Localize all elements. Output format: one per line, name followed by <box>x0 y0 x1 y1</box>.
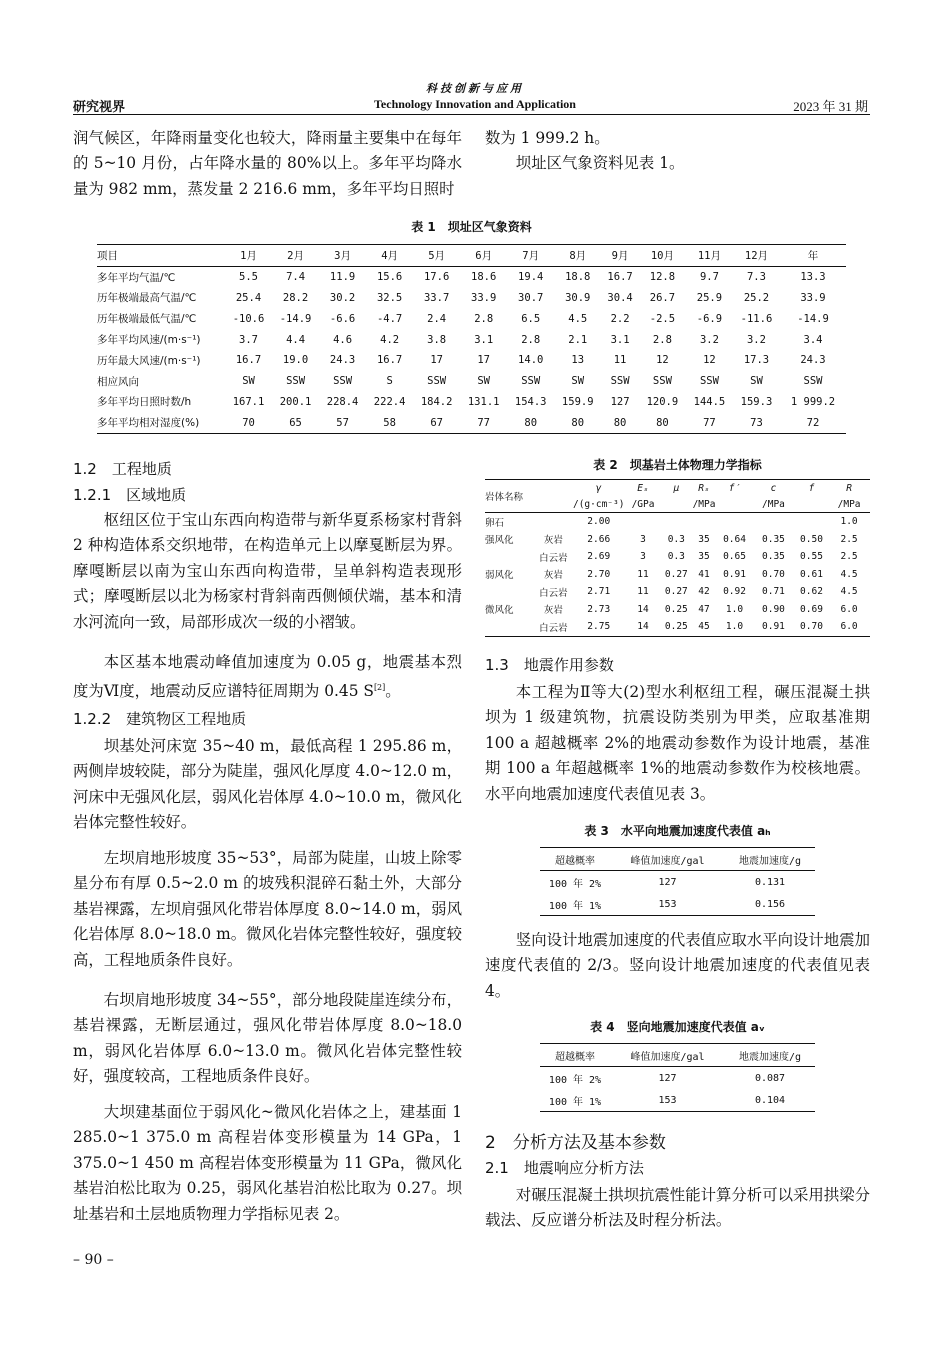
rock-type-label: 灰岩 <box>543 570 563 582</box>
table-row <box>540 1067 815 1090</box>
table-cell: 0.131 <box>754 876 786 888</box>
table-header-cell: 10月 <box>639 245 686 267</box>
table-cell: SSW <box>521 375 541 388</box>
table-cell: 127 <box>610 395 630 408</box>
table-cell: 16.7 <box>235 354 262 367</box>
table-cell: 1.0 <box>840 516 858 528</box>
table-cell: 历年极端最高气温/℃ <box>97 292 197 305</box>
table-cell: 12 <box>703 354 716 367</box>
rock-type-label: 灰岩 <box>543 535 563 547</box>
intro-right-line: 数为 1 999.2 h。 <box>485 129 610 147</box>
table-cell: 3.1 <box>610 333 630 346</box>
table-header-cell: /MPa <box>691 497 717 513</box>
table-cell: 18.6 <box>471 271 497 284</box>
table-cell: 2.71 <box>587 586 611 598</box>
table-header-cell: c <box>752 480 795 498</box>
table-cell: 3.7 <box>239 333 258 346</box>
table-cell: S <box>386 375 393 388</box>
table-cell: 3.2 <box>699 333 719 346</box>
table1-weather <box>97 244 846 434</box>
table-cell: SW <box>477 375 490 388</box>
table-cell: 4.2 <box>380 333 400 346</box>
rock-group-label <box>485 548 534 566</box>
table-cell: 30.2 <box>329 291 356 304</box>
table-row <box>97 308 846 329</box>
table-cell: 159.9 <box>561 395 594 408</box>
table-cell: 17 <box>477 354 490 367</box>
table-header-cell: /(g·cm⁻³) <box>573 497 624 513</box>
paragraph-seismic-basic: 本区基本地震动峰值加速度为 0.05 g，地震基本烈度为Ⅵ度，地震动反应谱特征周期为 0.45 S[2]。 <box>73 653 462 701</box>
table-cell: 15.6 <box>376 271 403 284</box>
heading-2: 2 分析方法及基本参数 <box>485 1133 666 1153</box>
table-cell: 16.7 <box>607 271 633 284</box>
table-cell: 24.3 <box>800 354 826 367</box>
rock-group-label <box>485 583 534 601</box>
table-cell: 25.9 <box>696 291 723 304</box>
table-cell: -6.9 <box>696 312 723 325</box>
table-cell: 0.50 <box>800 533 823 545</box>
table1-caption: 表 1 坝址区气象资料 <box>411 220 532 234</box>
rock-type-label: 白云岩 <box>539 587 568 599</box>
table-cell <box>624 513 661 531</box>
table-cell: SSW <box>652 375 672 388</box>
table-row <box>97 245 846 267</box>
table-cell: 0.35 <box>762 533 785 545</box>
table-row <box>97 371 846 392</box>
table-cell: 0.104 <box>725 1089 815 1112</box>
table-cell: 67 <box>413 412 460 433</box>
table-row <box>485 601 870 619</box>
table-cell: 0.156 <box>725 893 815 916</box>
rock-group-label: 微风化 <box>485 605 514 617</box>
table-cell: 多年平均气温/℃ <box>97 271 176 284</box>
table-cell: 153 <box>610 893 725 916</box>
table4-caption: 表 4 竖向地震加速度代表值 aᵥ <box>590 1020 765 1034</box>
table-cell: 19.0 <box>282 354 309 367</box>
table-cell: 100 年 1% <box>540 893 610 916</box>
table-cell: 17.3 <box>743 354 770 367</box>
paragraph-seismic-params: 本工程为Ⅱ等大(2)型水利枢纽工程，碾压混凝土拱坝为 1 级建筑物，抗震设防类别为甲类，应取基准期 100 a 超越概率 2%的地震动参数作为设计地震，基准期 100 a 年超越概率 1%的地震动参数作为校核地震。水平向地震加速度代表值见表 3。 <box>485 683 870 803</box>
table-cell: 11 <box>637 586 649 598</box>
journal-title-en: Technology Innovation and Application <box>374 97 576 111</box>
table-cell: 144.5 <box>693 395 726 408</box>
table-cell: 0.25 <box>662 618 692 636</box>
table-cell: 多年平均相对湿度(%) <box>97 412 225 433</box>
table-cell: 17 <box>430 354 443 367</box>
table-cell: 184.2 <box>420 395 453 408</box>
rock-type-label: 白云岩 <box>534 618 573 636</box>
table-cell <box>717 513 752 531</box>
table-header-cell: 峰值加速度/gal <box>610 848 725 871</box>
rock-group-label: 强风化 <box>485 535 514 547</box>
table-cell: 127 <box>658 876 677 888</box>
table-cell: 222.4 <box>373 395 406 408</box>
table-cell: 0.25 <box>664 603 688 615</box>
table-cell: 0.55 <box>800 551 823 563</box>
table-cell: 11 <box>613 354 627 367</box>
table-header-cell: /MPa <box>752 497 795 513</box>
table-row <box>485 480 870 498</box>
page-number: – 90 – <box>73 1252 114 1268</box>
table-cell: 200.1 <box>279 395 312 408</box>
table-cell: 2.70 <box>587 568 611 580</box>
table-cell <box>691 513 717 531</box>
table-cell: 0.70 <box>762 568 785 580</box>
heading-1-2: 1.2 工程地质 <box>73 460 172 478</box>
table-header-cell: f <box>795 480 828 498</box>
table-header-cell: /MPa <box>828 497 870 513</box>
table-cell: 0.27 <box>664 586 688 598</box>
table-cell: 65 <box>272 412 319 433</box>
table-cell: 0.62 <box>800 586 823 598</box>
table-cell: 25.2 <box>743 291 770 304</box>
table-header-cell: f′ <box>717 480 752 498</box>
table-cell: 2.73 <box>587 603 611 615</box>
table-cell: 120.9 <box>646 395 679 408</box>
table-cell: 0.91 <box>723 568 746 580</box>
table-cell: 6.0 <box>828 618 870 636</box>
table-cell: 100 年 2% <box>548 1074 602 1086</box>
table-cell: 100 年 1% <box>540 1089 610 1112</box>
heading-1-2-1: 1.2.1 区域地质 <box>73 486 187 504</box>
table-cell: 25.4 <box>235 291 262 304</box>
table-cell: 0.71 <box>762 586 785 598</box>
table-cell: 35 <box>698 551 710 563</box>
table-cell: 77 <box>460 412 507 433</box>
paragraph-foundation-surface: 大坝建基面位于弱风化~微风化岩体之上，建基面 1 285.0~1 375.0 m 高程岩体变形模量为 14 GPa，1 375.0~1 450 m 高程岩体变形模量为 11 GPa，微风化基岩泊松比取为 0.25，弱风化基岩泊松比取为 0.27。坝址基岩和土层地质物理力学指标见表 2。 <box>73 1103 462 1223</box>
table-cell: 13 <box>571 354 585 367</box>
table-header-cell: Rₛ <box>691 480 717 498</box>
table2-caption: 表 2 坝基岩土体物理力学指标 <box>593 458 762 472</box>
table-row <box>540 1089 815 1112</box>
table-cell: SSW <box>803 375 823 388</box>
table-cell: -11.6 <box>740 312 773 325</box>
table-cell: 228.4 <box>326 395 359 408</box>
table-cell: 12 <box>656 354 669 367</box>
table-header-cell: 地震加速度/g <box>725 1044 815 1067</box>
table-cell: 0.70 <box>795 618 828 636</box>
table-cell: 58 <box>366 412 413 433</box>
issue-label: 2023 年 31 期 <box>793 99 868 114</box>
table-cell: 33.7 <box>423 291 450 304</box>
table-cell: 24.3 <box>329 354 356 367</box>
table3-caption: 表 3 水平向地震加速度代表值 aₕ <box>584 824 771 838</box>
table-cell: 35 <box>698 533 710 545</box>
table-cell: 100 年 2% <box>548 878 602 890</box>
table-row <box>97 392 846 413</box>
table-cell: 13.3 <box>800 271 826 284</box>
table-cell: 3 <box>640 551 646 563</box>
table-cell: 2.5 <box>840 551 858 563</box>
table-cell: 1.0 <box>725 603 744 615</box>
table-cell: 14 <box>624 618 661 636</box>
table-cell: 7.3 <box>746 271 766 284</box>
rock-group-label: 弱风化 <box>485 570 514 582</box>
table-cell: 32.5 <box>376 291 403 304</box>
table-cell: 2.69 <box>587 551 611 563</box>
paragraph-dam-foundation: 坝基处河床宽 35~40 m，最低高程 1 295.86 m，两侧岸坡较陡，部分为陡崖，强风化厚度 4.0~12.0 m，河床中无强风化层，弱风化岩体厚 4.0~10.0 m，微风化岩体完整性较好。 <box>73 737 462 832</box>
table-header-cell: 12月 <box>733 245 780 267</box>
table-cell: 历年最大风速/(m·s⁻¹) <box>97 354 201 367</box>
rock-type-label: 白云岩 <box>539 552 568 564</box>
table-cell: 3.1 <box>474 333 494 346</box>
table-cell: 57 <box>319 412 366 433</box>
header-rule <box>73 114 870 115</box>
table-header-cell: 7月 <box>507 245 554 267</box>
table-cell: 12.8 <box>649 271 676 284</box>
table-cell <box>795 513 828 531</box>
table-row <box>97 412 846 433</box>
table-row <box>485 548 870 566</box>
table-cell: 0.64 <box>723 533 746 545</box>
table-row <box>97 329 846 350</box>
table-row <box>485 513 870 531</box>
table-header-cell: 地震加速度/g <box>725 848 815 871</box>
table-header-cell: 6月 <box>460 245 507 267</box>
table-header-cell: 4月 <box>366 245 413 267</box>
table-cell: 4.6 <box>333 333 353 346</box>
table-row <box>540 893 815 916</box>
table-cell: 30.7 <box>518 291 544 304</box>
table-row <box>485 531 870 549</box>
table-cell: 0.69 <box>800 603 823 615</box>
table-cell: 0.3 <box>667 551 685 563</box>
table-cell: 41 <box>698 568 710 580</box>
table-header-cell: R <box>828 480 870 498</box>
table-cell: 4.5 <box>840 568 858 580</box>
table-cell: 159.3 <box>740 395 773 408</box>
rock-type-label: 灰岩 <box>543 605 563 617</box>
table-header-cell <box>717 497 752 513</box>
table-header-cell: 超越概率 <box>540 848 610 871</box>
table-cell: 2.2 <box>610 312 630 325</box>
table-cell: 2.66 <box>587 533 611 545</box>
table-cell: 80 <box>601 412 639 433</box>
table-cell: 131.1 <box>467 395 500 408</box>
table-cell: SSW <box>610 375 630 388</box>
table-header-cell <box>662 497 692 513</box>
table-cell: 33.9 <box>471 291 497 304</box>
table-cell: 4.5 <box>568 312 588 325</box>
paragraph-right-abutment: 右坝肩地形坡度 34~55°，部分地段陡崖连续分布，基岩裸露，无断层通过，强风化带岩体厚度 8.0~18.0 m，弱风化岩体厚 6.0~13.0 m。微风化岩体完整性较好，强度较高，工程地质条件良好。 <box>73 991 462 1086</box>
paragraph-left-abutment: 左坝肩地形坡度 35~53°，局部为陡崖，山坡上除零星分布有厚 0.5~2.0 m 的坡残积混碎石黏土外，大部分基岩裸露，左坝肩强风化带岩体厚度 8.0~14.0 m，弱风化岩体厚 8.0~18.0 m。微风化岩体完整性较好，强度较高，工程地质条件良好。 <box>73 849 462 969</box>
table-cell: 2.8 <box>652 333 672 346</box>
intro-left-paragraph: 润气候区，年降雨量变化也较大，降雨量主要集中在每年的 5~10 月份，占年降水量的 80%以上。多年平均降水量为 982 mm，蒸发量 2 216.6 mm，多年平均日照时 <box>73 129 462 198</box>
heading-1-2-2: 1.2.2 建筑物区工程地质 <box>73 710 247 728</box>
table4-vertical-acc <box>540 1043 815 1112</box>
table-cell: 0.90 <box>762 603 785 615</box>
table-cell: 77 <box>686 412 733 433</box>
table-row <box>485 583 870 601</box>
table-cell: 42 <box>698 586 710 598</box>
paragraph-vertical-acc: 竖向设计地震加速度的代表值应取水平向设计地震加速度代表值的 2/3。竖向设计地震加速度的代表值见表 4。 <box>485 931 870 1000</box>
table-row <box>97 350 846 371</box>
table-header-cell: 峰值加速度/gal <box>610 1044 725 1067</box>
table-cell: 2.00 <box>587 516 611 528</box>
section-label: 研究视界 <box>73 100 126 115</box>
table-header-cell: 11月 <box>686 245 733 267</box>
table-row <box>485 618 870 636</box>
table-cell: 80 <box>554 412 601 433</box>
table-cell: 0.61 <box>800 568 823 580</box>
table-cell: 0.91 <box>752 618 795 636</box>
table-cell: 0.27 <box>664 568 688 580</box>
table-header-cell: 3月 <box>319 245 366 267</box>
table-cell: 4.4 <box>286 333 306 346</box>
table-cell: -14.9 <box>797 312 829 325</box>
table-cell: 历年极端最低气温/℃ <box>97 313 197 326</box>
table-cell: 6.5 <box>521 312 541 325</box>
table-cell: 19.4 <box>518 271 544 284</box>
table-cell: 80 <box>507 412 554 433</box>
table-cell: 4.5 <box>840 586 858 598</box>
table-cell: 2.4 <box>427 312 447 325</box>
table-cell: 3.8 <box>427 333 447 346</box>
table-cell: SW <box>750 375 763 388</box>
table-cell: 70 <box>225 412 272 433</box>
table-cell: 28.2 <box>282 291 309 304</box>
table-cell: 80 <box>639 412 686 433</box>
rock-group-label: 卵石 <box>485 517 505 529</box>
rock-group-label <box>485 618 534 636</box>
table-header-cell: μ <box>662 480 692 498</box>
table-row <box>97 266 846 287</box>
table-cell: 相应风向 <box>97 375 139 388</box>
table3-horizontal-acc <box>540 847 815 916</box>
table-cell: 6.0 <box>840 603 858 615</box>
table-cell <box>662 513 692 531</box>
table-cell: 153 <box>610 1089 725 1112</box>
table-row <box>97 288 846 309</box>
table-cell: 0.65 <box>723 551 746 563</box>
table-cell: 73 <box>733 412 780 433</box>
table-cell: -14.9 <box>279 312 312 325</box>
table-row <box>540 848 815 871</box>
table-cell: 72 <box>780 412 846 433</box>
table-cell: SSW <box>427 375 447 388</box>
table-cell: 9.7 <box>699 271 719 284</box>
table-cell: 3 <box>640 533 646 545</box>
table-cell: 18.8 <box>565 271 591 284</box>
table-cell: -2.5 <box>649 312 676 325</box>
table-cell: 30.4 <box>607 291 633 304</box>
table-header-cell: Eₛ <box>624 480 661 498</box>
table-cell: 2.8 <box>521 333 541 346</box>
table-cell: 1 999.2 <box>790 395 836 408</box>
table-cell: -10.6 <box>232 312 265 325</box>
table-cell: 3.2 <box>746 333 766 346</box>
table2-rock-properties <box>485 479 870 637</box>
paragraph-analysis-methods: 对碾压混凝土拱坝抗震性能计算分析可以采用拱梁分载法、反应谱分析法及时程分析法。 <box>485 1186 870 1230</box>
table-row <box>485 566 870 584</box>
table-cell: 0.92 <box>723 586 746 598</box>
journal-title-cn: 科技创新与应用 <box>426 82 524 95</box>
table-cell: SSW <box>286 375 306 388</box>
table-header-cell: 岩体名称 <box>485 480 573 513</box>
table-header-cell: 项目 <box>97 245 225 267</box>
table-header-cell <box>795 497 828 513</box>
table-cell: SSW <box>333 375 353 388</box>
table-row <box>540 871 815 894</box>
table-cell: 0.35 <box>762 551 785 563</box>
table-header-cell: 9月 <box>601 245 639 267</box>
table-cell: SW <box>571 375 585 388</box>
table-header-cell: 1月 <box>225 245 272 267</box>
heading-1-3: 1.3 地震作用参数 <box>485 656 614 674</box>
intro-right-ref: 坝址区气象资料见表 1。 <box>515 154 685 172</box>
table-cell: 2.75 <box>573 618 624 636</box>
rock-type-label <box>534 513 573 531</box>
table-cell: 154.3 <box>514 395 547 408</box>
table-cell: 0.087 <box>754 1072 786 1084</box>
table-cell: 3.4 <box>803 333 823 346</box>
citation-ref: [2] <box>373 683 386 693</box>
table-header-cell: /GPa <box>624 497 661 513</box>
table-header-cell: 超越概率 <box>540 1044 610 1067</box>
table-header-cell: 2月 <box>272 245 319 267</box>
table-cell: 多年平均风速/(m·s⁻¹) <box>97 334 201 347</box>
table-cell: 14.0 <box>518 354 544 367</box>
table-cell: 5.5 <box>239 271 258 284</box>
table-header-cell: 年 <box>780 245 846 267</box>
table-cell: 30.9 <box>565 291 591 304</box>
table-cell: 47 <box>698 603 710 615</box>
table-cell: 16.7 <box>376 354 403 367</box>
table-header-cell: 8月 <box>554 245 601 267</box>
table-cell: -6.6 <box>329 312 356 325</box>
table-row <box>540 1044 815 1067</box>
table-cell: 2.5 <box>840 533 858 545</box>
table-cell: 45 <box>691 618 717 636</box>
heading-2-1: 2.1 地震响应分析方法 <box>485 1159 644 1177</box>
table-cell: 1.0 <box>717 618 752 636</box>
table-cell: 14 <box>637 603 649 615</box>
table-cell <box>752 513 795 531</box>
table-cell: 2.1 <box>568 333 588 346</box>
table-cell: 多年平均日照时数/h <box>97 396 192 409</box>
table-cell: 2.8 <box>474 312 494 325</box>
paragraph-regional-geology: 枢纽区位于宝山东西向构造带与新华夏系杨家村背斜 2 种构造体系交织地带，在构造单元上以摩戛断层为界。摩嘎断层以南为宝山东西向构造带，呈单斜构造表现形式；摩嘎断层以北为杨家村背斜南西侧倾伏端，基本和清水河流向一致，局部形成次一级的小褶皱。 <box>73 511 462 631</box>
table-cell: 127 <box>658 1072 677 1084</box>
table-cell: 33.9 <box>800 291 826 304</box>
table-cell: 7.4 <box>286 271 306 284</box>
table-cell: 26.7 <box>649 291 676 304</box>
table-cell: 11.9 <box>329 271 356 284</box>
table-cell: 17.6 <box>423 271 450 284</box>
table-header-cell: γ <box>573 480 624 498</box>
table-cell: 0.3 <box>667 533 685 545</box>
table-cell: -4.7 <box>376 312 403 325</box>
table-header-cell: 5月 <box>413 245 460 267</box>
table-cell: 11 <box>637 568 649 580</box>
table-cell: 167.1 <box>232 395 265 408</box>
table-cell: SSW <box>699 375 719 388</box>
table-cell: SW <box>242 375 255 388</box>
